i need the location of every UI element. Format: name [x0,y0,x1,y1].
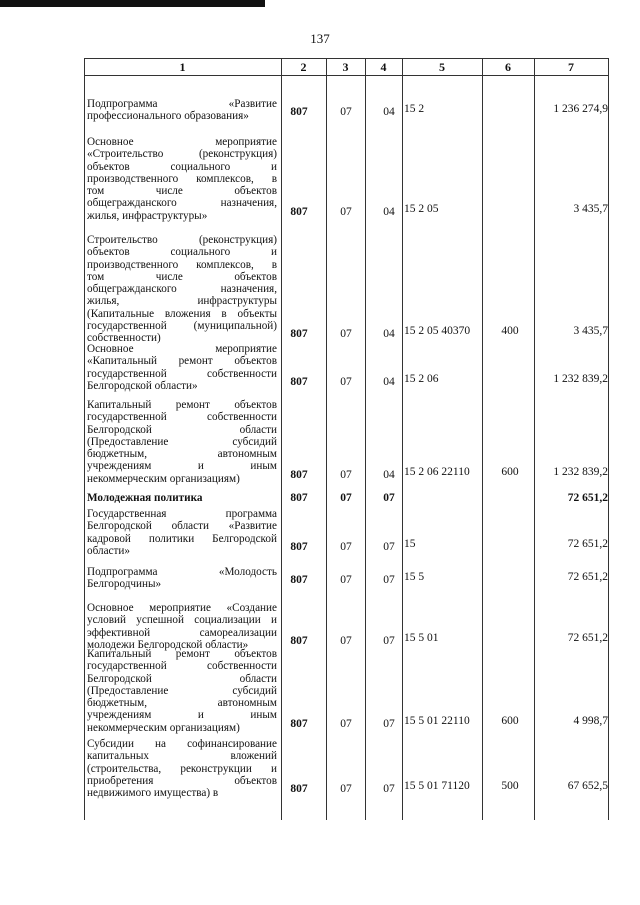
description-line: приобретения объектов [87,774,277,787]
row-description [87,566,277,591]
amount: 1 236 274,9 [553,103,608,116]
description-line: государственной собственности [87,367,277,380]
description-line: Основное мероприятие [87,343,277,355]
ministry-code: 807 [290,717,308,730]
col-border [281,58,282,820]
description-line: Строительство (реконструкция) [87,234,277,246]
amount: 72 651,2 [567,492,608,504]
expense-type-code: 600 [501,714,519,727]
col-border [365,58,366,820]
amount: 4 998,7 [573,714,608,727]
description-line: том числе объектов [87,185,277,198]
description-line: Белгородской области [87,672,277,685]
column-header: 4 [380,60,387,74]
subsection-code: 04 [383,468,395,481]
row-description [87,136,277,222]
target-article-code: 15 5 01 22110 [404,714,470,727]
amount: 72 651,2 [567,631,608,644]
description-line: (Предоставление субсидий [87,435,277,448]
section-code: 07 [340,106,352,119]
target-article-code: 15 5 [404,571,425,584]
row-description [87,648,277,734]
description-line: условий успешной социализации и [87,614,277,627]
col-border [608,58,609,820]
row-border [84,58,609,59]
subsection-code: 04 [383,106,395,119]
column-header: 7 [568,60,574,74]
description-line: государственной собственности [87,660,277,673]
row-description [87,343,277,392]
amount: 3 435,7 [573,202,608,215]
description-line: (Предоставление субсидий [87,684,277,697]
column-header: 5 [439,60,445,74]
description-line: кадровой политики Белгородской [87,532,277,545]
target-article-code: 15 2 05 [404,202,439,215]
description-line: бюджетным, автономным [87,697,277,710]
description-line: Белгородчины» [87,578,162,591]
target-article-code: 15 2 06 22110 [404,465,470,478]
ministry-code: 807 [290,468,308,481]
description-line: общегражданского назначения, [87,283,277,296]
col-border [534,58,535,820]
ministry-code: 807 [290,205,308,218]
description-line: Подпрограмма «Молодость [87,566,277,578]
subsection-code: 04 [383,375,395,388]
description-line: Белгородской области «Развитие [87,520,277,533]
description-line: некоммерческим организациям) [87,472,240,485]
subsection-code: 07 [383,783,395,796]
description-line: учреждениям и иным [87,709,277,722]
amount: 1 232 839,2 [553,372,608,385]
scan-edge-bar [0,0,265,7]
section-code: 07 [340,634,352,647]
description-line: недвижимого имущества) в [87,787,219,800]
amount: 1 232 839,2 [553,465,608,478]
description-line: том числе объектов [87,270,277,283]
subsection-code: 07 [383,574,395,587]
description-line: капитальных вложений [87,750,277,763]
target-article-code: 15 2 06 [404,372,439,385]
column-header: 6 [505,60,511,74]
description-line: государственной собственности [87,411,277,424]
page-number: 137 [310,31,330,46]
section-code: 07 [340,783,352,796]
expense-type-code: 400 [501,325,519,338]
row-description [87,492,277,504]
description-line: общегражданского назначения, [87,197,277,210]
target-article-code: 15 2 [404,103,425,116]
description-line: некоммерческим организациям) [87,721,240,734]
description-line: профессионального образования» [87,110,249,123]
description-line: Капитальный ремонт объектов [87,399,277,411]
description-line: Субсидии на софинансирование [87,738,277,750]
description-line: жилья, инфраструктуры [87,295,277,308]
amount: 67 652,5 [567,780,608,793]
description-line: объектов социального и [87,160,277,173]
subsection-code: 07 [383,540,395,553]
description-line: Белгородской области» [87,379,198,392]
row-description [87,602,277,651]
subsection-code: 07 [383,492,395,504]
col-border [326,58,327,820]
description-line: (Капитальные вложения в объекты [87,307,277,320]
target-article-code: 15 2 05 40370 [404,325,471,338]
target-article-code: 15 [404,537,416,550]
subsection-code: 07 [383,717,395,730]
subsection-code: 04 [383,328,395,341]
description-line: молодежи Белгородской области» [87,638,249,651]
section-code: 07 [340,375,352,388]
description-line: государственной (муниципальной) [87,320,277,333]
ministry-code: 807 [290,328,308,341]
section-code: 07 [340,574,352,587]
amount: 3 435,7 [573,325,608,338]
section-code: 07 [340,328,352,341]
row-description [87,399,277,485]
row-description [87,234,277,345]
subsection-code: 07 [383,634,395,647]
ministry-code: 807 [290,106,308,119]
col-border [84,58,85,820]
description-line: учреждениям и иным [87,460,277,473]
column-header: 1 [179,60,186,74]
description-line: собственности) [87,332,161,345]
target-article-code: 15 5 01 71120 [404,780,470,793]
description-line: области» [87,544,130,557]
subsection-code: 04 [383,205,395,218]
description-line: объектов социального и [87,246,277,259]
target-article-code: 15 5 01 [404,631,439,644]
row-description [87,508,277,557]
ministry-code: 807 [290,375,308,388]
description-line: Белгородской области [87,423,277,436]
row-border [84,75,609,76]
description-line: Основное мероприятие «Создание [87,602,277,614]
budget-table [84,58,609,820]
description-line: (строительства, реконструкции и [87,762,277,775]
col-border [402,58,403,820]
row-description [87,98,277,123]
description-line: эффективной самореализации [87,626,277,639]
description-line: «Капитальный ремонт объектов [87,355,277,368]
ministry-code: 807 [290,783,308,796]
description-line: Молодежная политика [87,492,203,504]
description-line: производственного комплексов, в [87,172,277,185]
section-code: 07 [340,717,352,730]
description-line: Подпрограмма «Развитие [87,98,277,110]
section-code: 07 [340,540,352,553]
column-header: 2 [300,60,307,74]
description-line: жилья, инфраструктуры» [87,209,208,222]
ministry-code: 807 [290,574,308,587]
section-code: 07 [340,205,352,218]
description-line: Государственная программа [87,508,277,520]
ministry-code: 807 [290,492,308,504]
expense-type-code: 600 [501,465,519,478]
col-border [482,58,483,820]
ministry-code: 807 [290,634,308,647]
description-line: Капитальный ремонт объектов [87,648,277,660]
row-description [87,738,277,799]
amount: 72 651,2 [567,571,608,584]
expense-type-code: 500 [501,780,519,793]
description-line: производственного комплексов, в [87,258,277,271]
section-code: 07 [340,468,352,481]
description-line: Основное мероприятие [87,136,277,148]
description-line: бюджетным, автономным [87,448,277,461]
description-line: «Строительство (реконструкция) [87,148,277,161]
section-code: 07 [340,492,352,504]
column-header: 3 [342,60,349,74]
amount: 72 651,2 [567,537,608,550]
ministry-code: 807 [290,540,308,553]
